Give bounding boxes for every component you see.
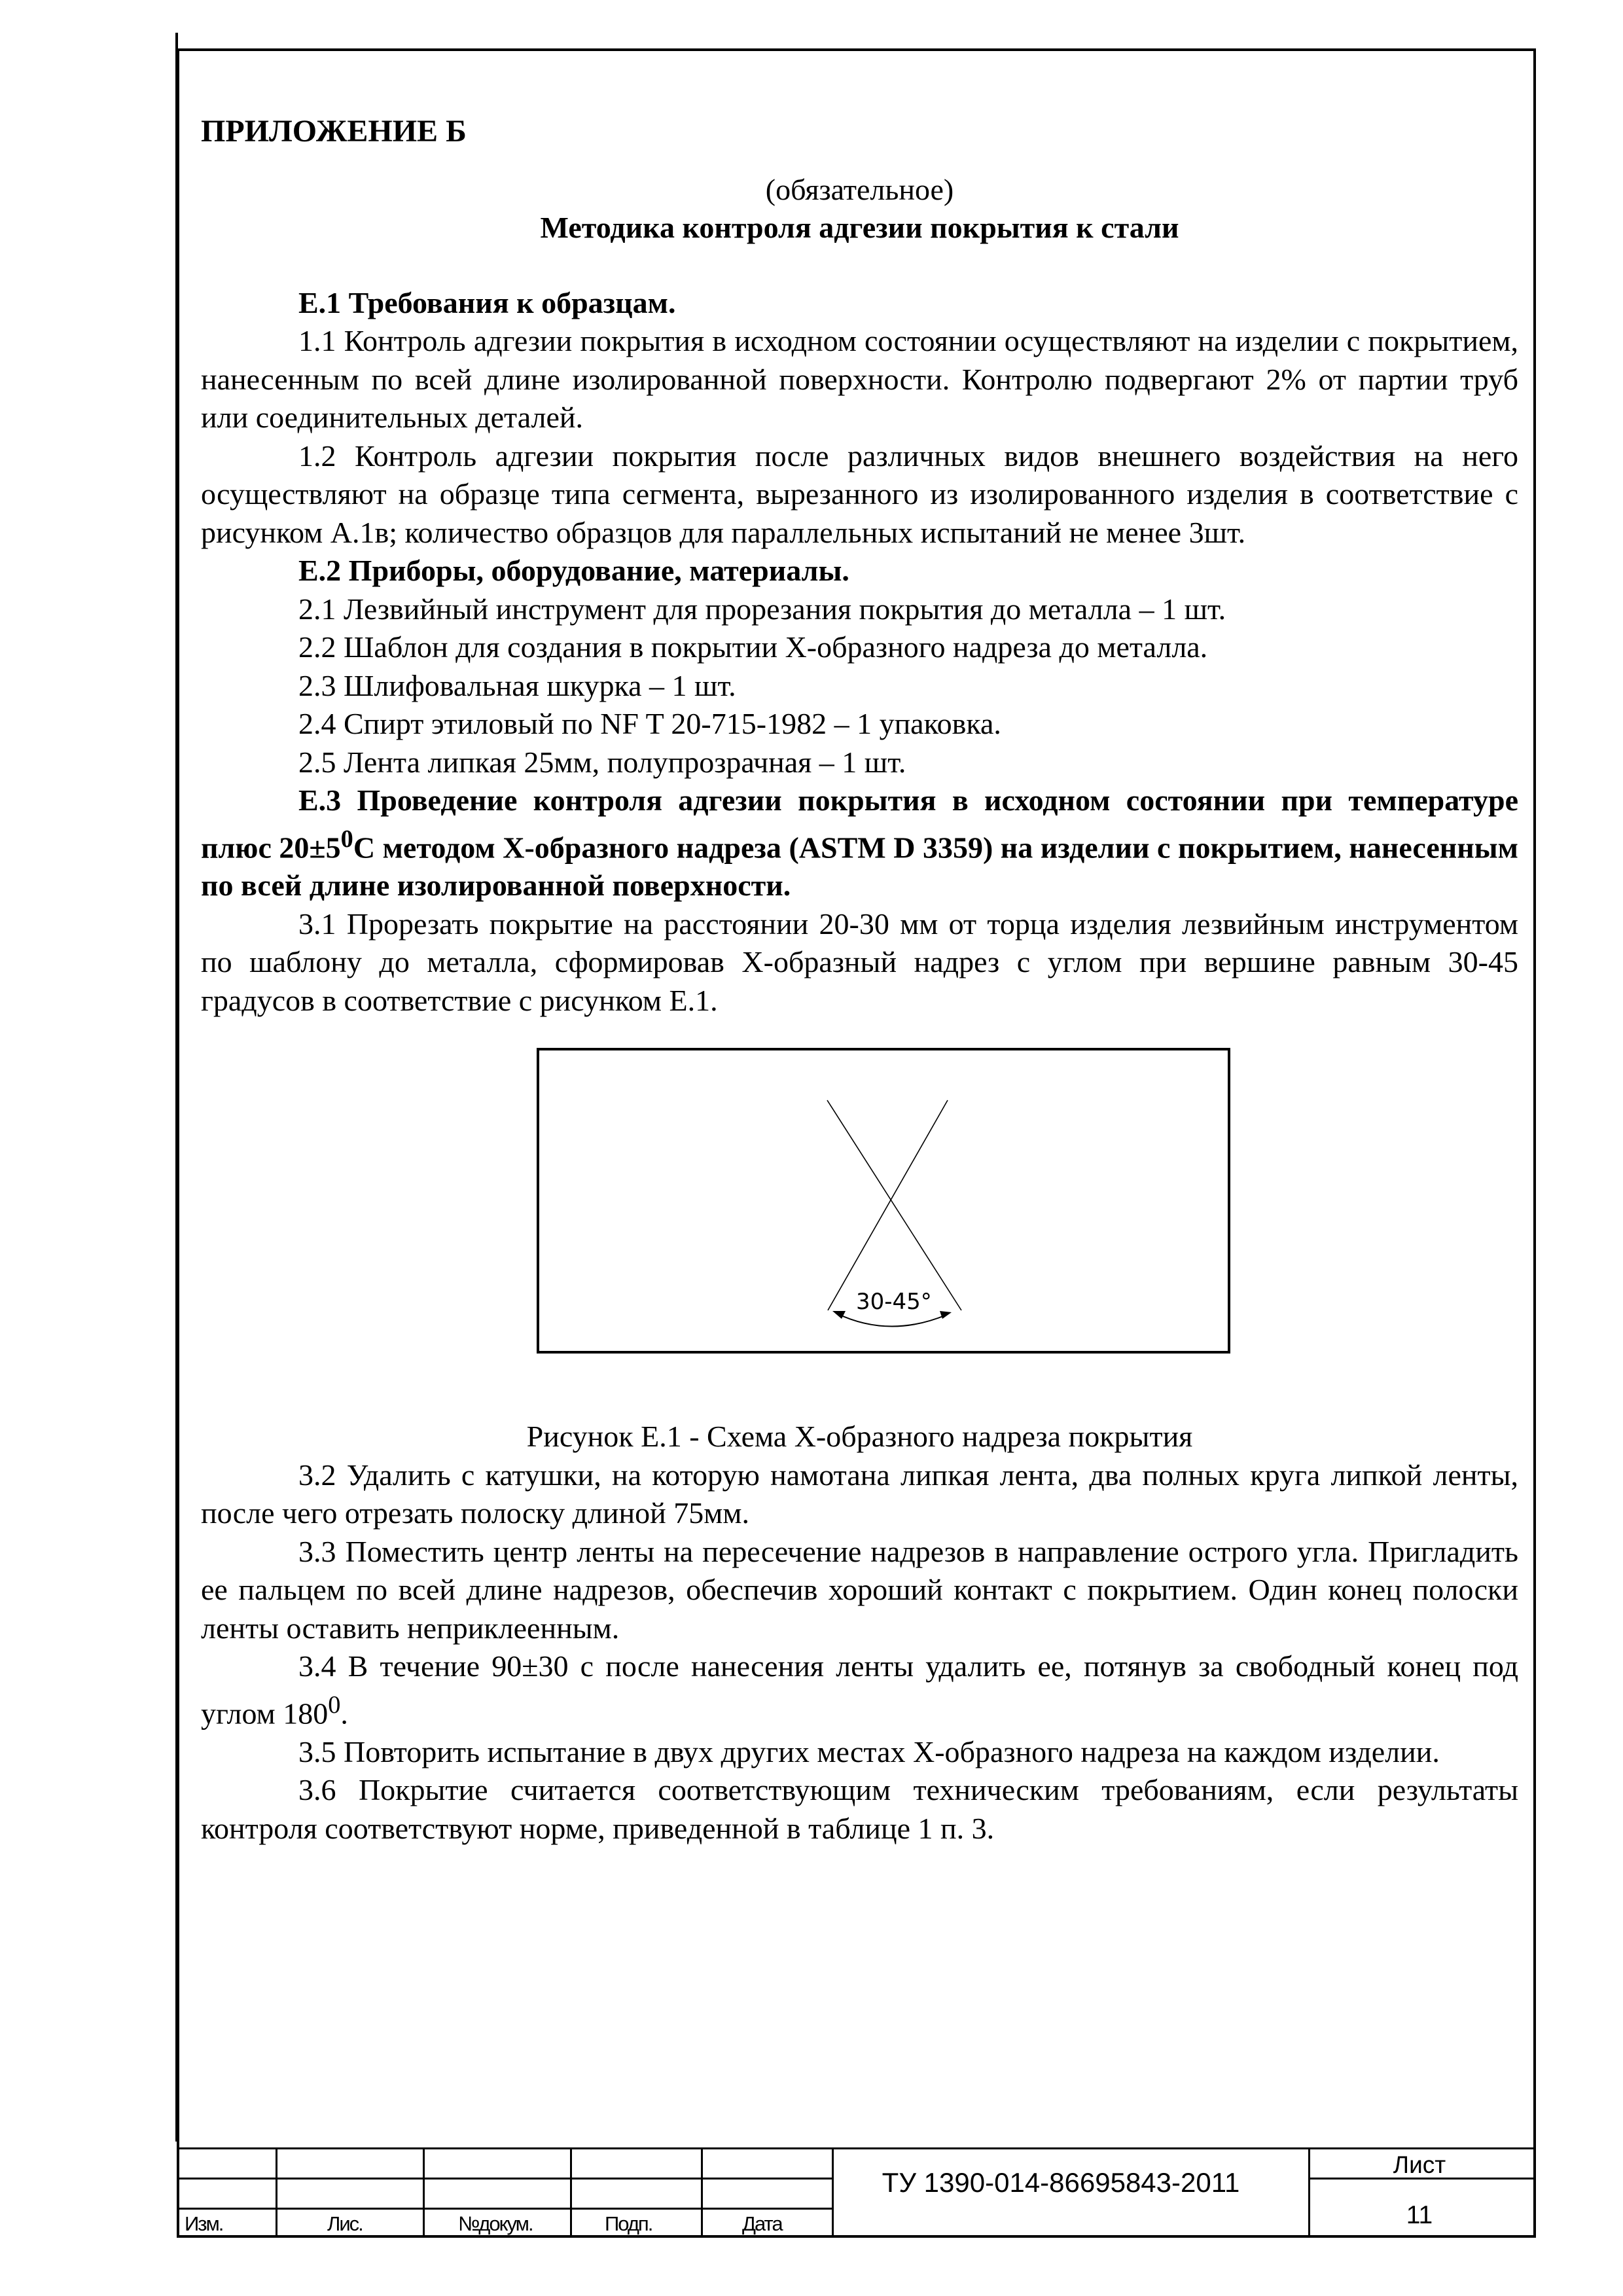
stamp-label-podp: Подп.: [605, 2212, 652, 2235]
cut-line-right: [828, 1100, 948, 1310]
sheet-label: Лист: [1393, 2151, 1446, 2178]
paragraph-1-1: 1.1 Контроль адгезии покрытия в исходном состоянии осуществляют на изделии с покрытием, нанесенным по всей длине изолированной поверхности. Контролю подвергают 2% от партии труб или соединительных деталей.: [201, 324, 1518, 434]
cut-line-left: [827, 1100, 961, 1310]
angle-superscript: 0: [328, 1691, 341, 1719]
list-item-2-2: 2.2 Шаблон для создания в покрытии Х-образного надреза до металла.: [298, 630, 1208, 664]
paragraph-3-4-part1: 3.4 В течение 90±30 с после нанесения ленты удалить ее, потянув за свободный конец под углом 180: [201, 1649, 1518, 1731]
stamp-label-lis: Лис.: [327, 2212, 363, 2235]
document-code: ТУ 1390-014-86695843-2011: [882, 2167, 1240, 2198]
section-e3-heading-part1: Е.3 Проведение контроля адгезии покрытия в исходном состоянии при температуре плюс 20±5: [201, 783, 1518, 864]
sheet-number: 11: [1406, 2201, 1433, 2229]
angle-label: 30-45°: [856, 1289, 932, 1316]
stamp-label-izm: Изм.: [185, 2212, 223, 2235]
degree-superscript: 0: [340, 825, 353, 853]
list-item-2-5: 2.5 Лента липкая 25мм, полупрозрачная – 1 шт.: [298, 745, 906, 779]
stamp-line-top: [177, 2147, 1536, 2149]
section-e3-heading: [201, 781, 1518, 905]
stamp-col-2: [423, 2147, 425, 2238]
stamp-label-data: Дата: [742, 2212, 782, 2235]
figure-caption: Рисунок Е.1 - Схема Х-образного надреза покрытия: [526, 1420, 1193, 1454]
document-body: [201, 113, 1518, 1848]
stamp-label-dokum: №докум.: [458, 2212, 533, 2235]
angle-arc: [837, 1314, 946, 1327]
paragraph-3-6: 3.6 Покрытие считается соответствующим техническим требованиям, если результаты контроля соответствуют норме, приведенной в таблице 1 п. 3.: [201, 1773, 1518, 1845]
appendix-title: ПРИЛОЖЕНИЕ Б: [201, 114, 467, 149]
paragraph-1-2: 1.2 Контроль адгезии покрытия после различных видов внешнего воздействия на него осуществляют на образце типа сегмента, вырезанного из изолированного изделия в соответствие с рисунком А.1в; количество образцов для параллельных испытаний не менее 3шт.: [201, 439, 1518, 549]
spacer: [201, 247, 1518, 284]
arc-arrow-left: [832, 1311, 846, 1319]
paragraph-3-2: 3.2 Удалить с катушки, на которую намотана липкая лента, два полных круга липкой ленты, после чего отрезать полоску длиной 75мм.: [201, 1458, 1518, 1530]
paragraph-3-5: 3.5 Повторить испытание в двух других местах Х-образного надреза на каждом изделии.: [298, 1734, 1440, 1768]
stamp-col-1: [276, 2147, 277, 2238]
list-item-2-3: 2.3 Шлифовальная шкурка – 1 шт.: [298, 668, 736, 702]
paragraph-3-4: [201, 1647, 1518, 1732]
list-item-2-1: 2.1 Лезвийный инструмент для прорезания покрытия до металла – 1 шт.: [298, 592, 1226, 626]
title-block: [177, 2147, 1536, 2238]
section-e3-heading-part2: С методом Х-образного надреза (ASTM D 3359) на изделии с покрытием, нанесенным по всей длине изолированной поверхности.: [201, 830, 1518, 903]
section-e2-heading: Е.2 Приборы, оборудование, материалы.: [298, 554, 849, 587]
figure-x-cut: [537, 1048, 1230, 1354]
paragraph-3-1: 3.1 Прорезать покрытие на расстоянии 20-30 мм от торца изделия лезвийным инструментом по шаблону до металла, сформировав Х-образный надрез с углом при вершине равным 30-45 градусов в соответствие с рисунком Е.1.: [201, 906, 1518, 1017]
paragraph-3-3: 3.3 Поместить центр ленты на пересечение надрезов в направление острого угла. Пригладить ее пальцем по всей длине надрезов, обеспечив хороший контакт с покрытием. Один конец полоски ленты оставить неприклеенным.: [201, 1534, 1518, 1645]
section-e1-heading: Е.1 Требования к образцам.: [298, 285, 676, 319]
stamp-col-3: [570, 2147, 572, 2238]
paragraph-3-4-part2: .: [340, 1696, 348, 1731]
stamp-col-4: [701, 2147, 703, 2238]
arc-arrow-right: [940, 1311, 952, 1319]
appendix-subtitle: Методика контроля адгезии покрытия к стали: [540, 211, 1179, 244]
list-item-2-4: 2.4 Спирт этиловый по NF T 20-715-1982 – 1 упаковка.: [298, 707, 1001, 740]
appendix-status: (обязательное): [765, 172, 954, 206]
